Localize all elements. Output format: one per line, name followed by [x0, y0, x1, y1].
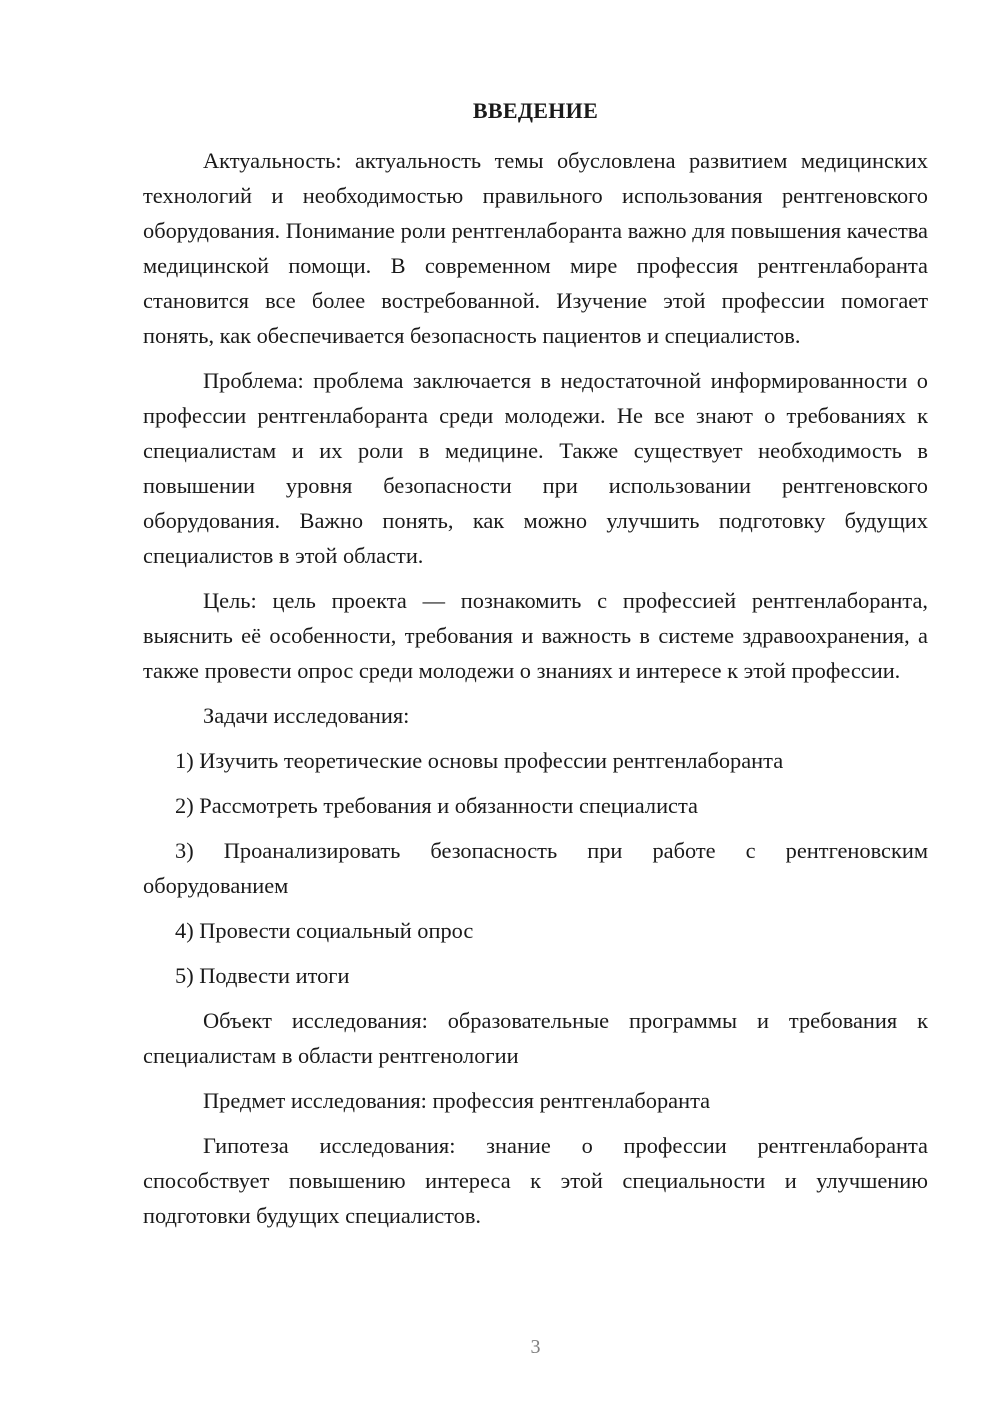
task-list-item: 2) Рассмотреть требования и обязанности специалиста: [175, 793, 698, 818]
paragraph-relevance: Актуальность: актуальность темы обусловлена развитием медицинских технологий и необходимостью правильного использования рентгеновского оборудования. Понимание роли рентгенлаборанта важно для повышения качества медицинской помощи. В современном мире профессия рентгенлаборанта становится все более востребованной. Изучение этой профессии помогает понять, как обеспечивается безопасность пациентов и специалистов.: [143, 148, 928, 348]
page-number: 3: [530, 1336, 541, 1358]
task-list-item: 1) Изучить теоретические основы профессии рентгенлаборанта: [175, 748, 784, 773]
tasks-heading: Задачи исследования:: [203, 703, 410, 728]
document-body: [143, 143, 928, 1243]
paragraph-object: Объект исследования: образовательные программы и требования к специалистам в области рентгенологии: [143, 1008, 928, 1068]
task-list-item: 4) Провести социальный опрос: [175, 918, 474, 943]
task-list-item: 5) Подвести итоги: [175, 963, 350, 988]
paragraph-hypothesis: Гипотеза исследования: знание о профессии рентгенлаборанта способствует повышению интереса к этой специальности и улучшению подготовки будущих специалистов.: [143, 1133, 928, 1228]
page-title: ВВЕДЕНИЕ: [472, 98, 599, 123]
paragraph-problem: Проблема: проблема заключается в недостаточной информированности о профессии рентгенлаборанта среди молодежи. Не все знают о требованиях к специалистам и их роли в медицине. Также существует необходимость в повышении уровня безопасности при использовании рентгеновского оборудования. Важно понять, как можно улучшить подготовку будущих специалистов в этой области.: [143, 368, 928, 568]
task-list-item: 3) Проанализировать безопасность при работе с рентгеновским оборудованием: [143, 838, 928, 898]
paragraph-goal: Цель: цель проекта — познакомить с профессией рентгенлаборанта, выяснить её особенности, требования и важность в системе здравоохранения, а также провести опрос среди молодежи о знаниях и интересе к этой профессии.: [143, 588, 928, 683]
paragraph-subject: Предмет исследования: профессия рентгенлаборанта: [203, 1088, 711, 1113]
